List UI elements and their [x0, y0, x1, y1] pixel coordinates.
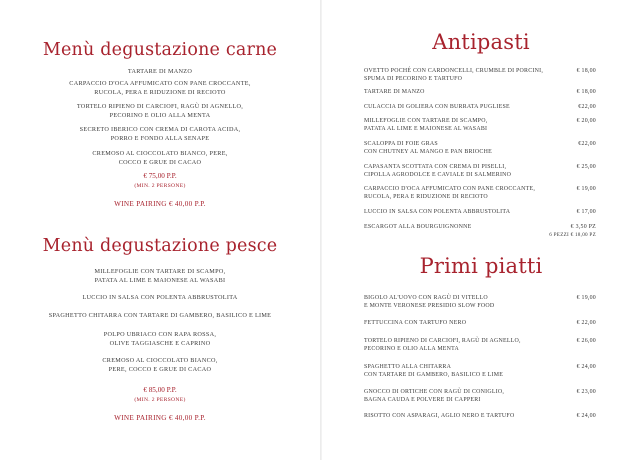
- item-name: MILLEFOGLIE CON TARTARE DI SCAMPO, PATATA AL LIME E MAIONESE AL WASABI: [364, 118, 488, 132]
- item-name: OVETTO POCHÉ CON CARDONCELLI, CRUMBLE DI PORCINI, SPUMA DI PECORINO E TARTUFO: [364, 68, 544, 82]
- menu-item: [364, 209, 596, 217]
- item-name: TORTELO RIPIENO DI CARCIOFI, RAGÙ DI AGNELLO, PECORINO E OLIO ALLA MENTA: [364, 338, 521, 352]
- pesce-dish: SPAGHETTO CHITARRA CON TARTARE DI GAMBERO, BASILICO E LIME: [48, 312, 272, 319]
- carne-menu-title: Menù degustazione carne: [42, 40, 278, 60]
- menu-item: [364, 295, 596, 310]
- carne-price: € 75,00 P.P.: [143, 172, 177, 180]
- item-price: € 19,00: [576, 295, 596, 301]
- item-price: € 26,00: [576, 338, 596, 344]
- carne-dish: CREMOSO AL CIOCCOLATO BIANCO, PERE, COCCO E GRUE DI CACAO: [92, 150, 228, 166]
- item-name: SCALOPPA DI FOIE GRAS CON CHUTNEY AL MANGO E PAN BRIOCHE: [364, 141, 492, 155]
- pesce-min-persons: (MIN. 2 PERSONE): [134, 397, 186, 403]
- item-price: € 24,00: [576, 364, 596, 370]
- item-name: RISOTTO CON ASPARAGI, AGLIO NERO E TARTUFO: [364, 413, 515, 419]
- pesce-menu-title: Menù degustazione pesce: [42, 236, 278, 256]
- item-name: CARPACCIO D'OCA AFFUMICATO CON PANE CROCCANTE, RUCOLA, PERA E RIDUZIONE DI RECIOTO: [364, 186, 536, 200]
- item-name: ESCARGOT ALLA BOURGUIGNONNE: [364, 224, 472, 230]
- menu-item: [364, 89, 596, 97]
- item-name: TARTARE DI MANZO: [364, 89, 425, 95]
- item-price: € 18,00: [576, 89, 596, 95]
- menu-item: [364, 389, 596, 404]
- menu-item: [364, 118, 596, 133]
- carne-wine-pairing: WINE PAIRING € 40,00 P.P.: [114, 200, 206, 208]
- pesce-dish: CREMOSO AL CIOCCOLATO BIANCO, PERE, COCCO E GRUE DI CACAO: [102, 357, 218, 373]
- carne-dish: CARPACCIO D'OCA AFFUMICATO CON PANE CROCCANTE, RUCOLA, PERA E RIDUZIONE DI RECIOTO: [69, 80, 251, 96]
- item-price: € 23,00: [576, 389, 596, 395]
- item-name: BIGOLO AL'UOVO CON RAGÙ DI VITELLO E MONTE VERONESE PRESIDIO SLOW FOOD: [364, 295, 495, 309]
- pesce-price: € 85,00 P.P.: [143, 386, 177, 394]
- antipasti-title: Antipasti: [432, 30, 530, 54]
- item-name: CULACCIA DI GOLIERA CON BURRATA PUGLIESE: [364, 104, 510, 110]
- item-price: € 3,50 PZ: [570, 224, 596, 230]
- menu-item: [364, 186, 596, 201]
- item-name: GNOCCO DI ORTICHE CON RAGÙ DI CONIGLIO, BAGNA CAUDA E POLVERE DI CAPPERI: [364, 389, 505, 403]
- item-price: € 24,00: [576, 413, 596, 419]
- menu-item: [364, 364, 596, 379]
- item-name: CAPASANTA SCOTTATA CON CREMA DI PISELLI, CIPOLLA AGRODOLCE E CAVIALE DI SALMERINO: [364, 164, 512, 178]
- pesce-dish: POLPO UBRIACO CON RAPA ROSSA, OLIVE TAGGIASCHE E CAPRINO: [103, 331, 217, 347]
- item-price: € 19,00: [576, 186, 596, 192]
- item-price-extra: 6 PEZZI € 18,00 PZ: [549, 232, 596, 238]
- menu-item: [364, 104, 596, 112]
- item-name: LUCCIO IN SALSA CON POLENTA ABBRUSTOLITA: [364, 209, 511, 215]
- item-name: FETTUCCINA CON TARTUFO NERO: [364, 320, 467, 326]
- pesce-dish: MILLEFOGLIE CON TARTARE DI SCAMPO, PATATA AL LIME E MAIONESE AL WASABI: [94, 268, 226, 284]
- carne-min-persons: (MIN. 2 PERSONE): [134, 183, 186, 189]
- menu-item: [364, 413, 596, 421]
- item-price: € 22,00: [576, 320, 596, 326]
- menu-item: [364, 68, 596, 83]
- menu-item: [364, 224, 596, 238]
- item-price: € 17,00: [576, 209, 596, 215]
- pesce-wine-pairing: WINE PAIRING € 40,00 P.P.: [114, 414, 206, 422]
- menu-item: [364, 320, 596, 328]
- item-price: € 20,00: [576, 118, 596, 124]
- item-name: SPAGHETTO ALLA CHITARRA CON TARTARE DI GAMBERO, BASILICO E LIME: [364, 364, 504, 378]
- primi-title: Primi piatti: [419, 254, 543, 278]
- item-price: € 25,00: [576, 164, 596, 170]
- carne-dish: TARTARE DI MANZO: [127, 68, 193, 75]
- carne-dish: SECRETO IBERICO CON CREMA DI CAROTA ACIDA, PORRO E FONDO ALLA SENAPE: [79, 126, 241, 142]
- pesce-dish: LUCCIO IN SALSA CON POLENTA ABBRUSTOLITA: [82, 294, 238, 301]
- menu-item: [364, 338, 596, 353]
- right-page: [322, 0, 640, 460]
- item-price: € 18,00: [576, 68, 596, 74]
- carne-dish: TORTELO RIPIENO DI CARCIOFI, RAGÙ DI AGNELLO, PECORINO E OLIO ALLA MENTA: [76, 103, 244, 119]
- menu-item: [364, 141, 596, 156]
- item-price: €22,00: [578, 141, 596, 147]
- menu-item: [364, 164, 596, 179]
- item-price: €22,00: [578, 104, 596, 110]
